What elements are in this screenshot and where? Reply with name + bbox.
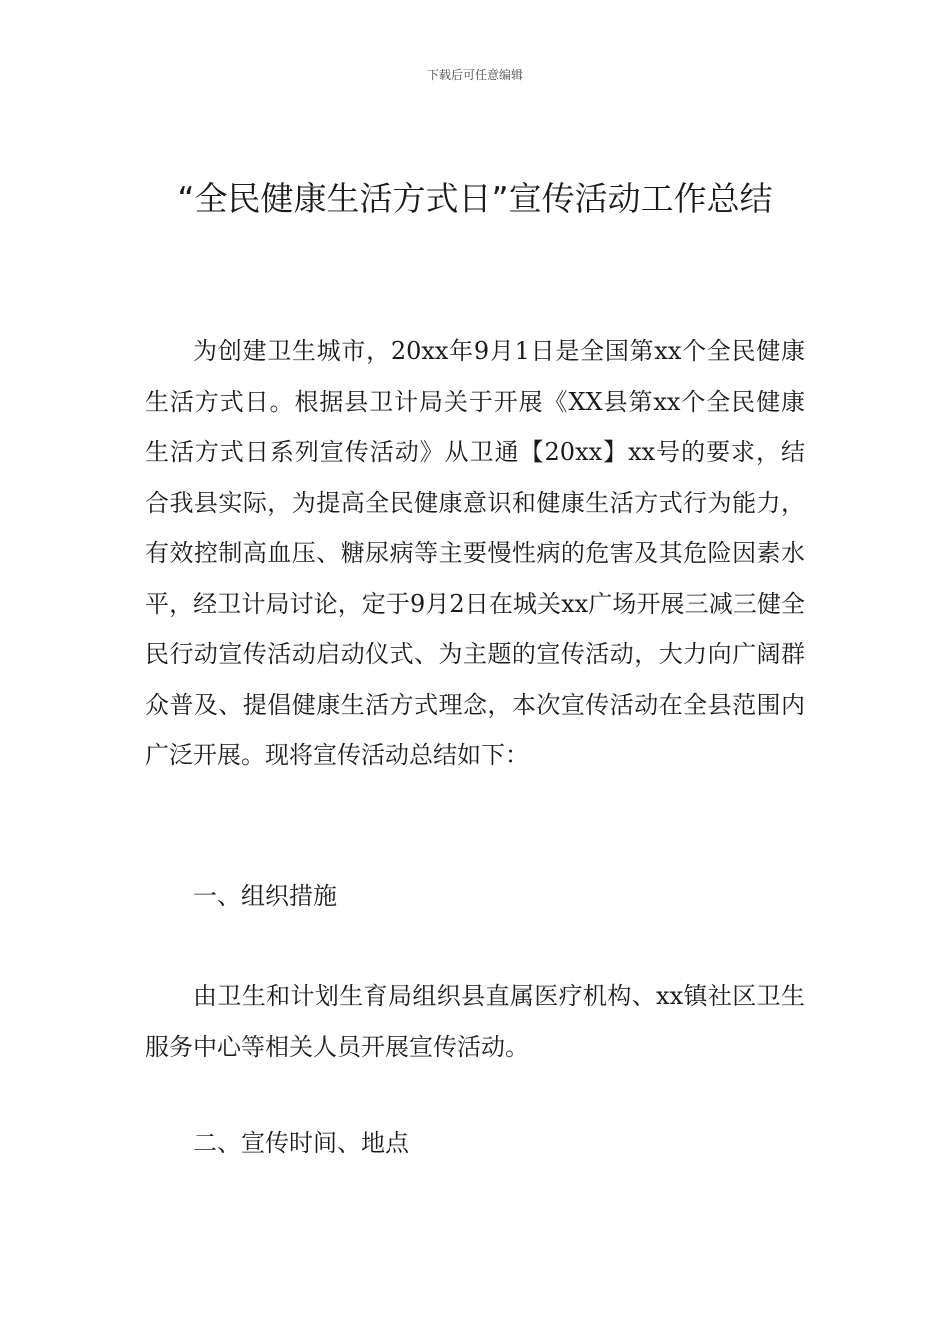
section-1-heading: 一、组织措施 xyxy=(193,882,337,910)
section-2-heading: 二、宣传时间、地点 xyxy=(193,1129,409,1157)
intro-paragraph: 为创建卫生城市，20xx年9月1日是全国第xx个全民健康生活方式日。根据县卫计局关于开展《XX县第xx个全民健康生活方式日系列宣传活动》从卫通【20xx】xx号的要求，结合我县实际，为提高全民健康意识和健康生活方式行为能力，有效控制高血压、糖尿病等主要慢性病的危害及其危险因素水平，经卫计局讨论，定于9月2日在城关xx广场开展三减三健全民行动宣传活动启动仪式、为主题的宣传活动，大力向广阔群众普及、提倡健康生活方式理念，本次宣传活动在全县范围内广泛开展。现将宣传活动总结如下： xyxy=(145,337,805,769)
document-title: “全民健康生活方式日”宣传活动工作总结 xyxy=(177,179,773,218)
section-1-paragraph: 由卫生和计划生育局组织县直属医疗机构、xx镇社区卫生服务中心等相关人员开展宣传活动。 xyxy=(145,982,805,1061)
header-note: 下载后可任意编辑 xyxy=(426,68,523,82)
